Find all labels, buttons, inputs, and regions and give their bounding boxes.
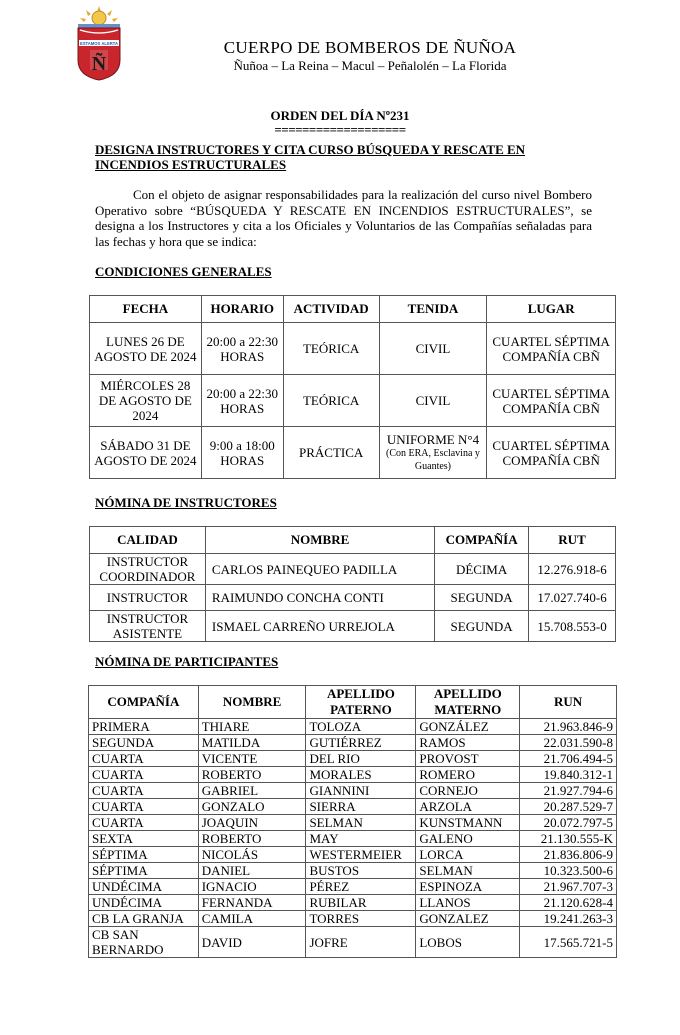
- date-cell: LUNES 26 DE AGOSTO DE 2024: [90, 323, 202, 375]
- place-cell: CUARTEL SÉPTIMA COMPAÑÍA CBÑ: [487, 323, 616, 375]
- rut-cell: 15.708.553-0: [529, 611, 616, 642]
- schedule-cell: 20:00 a 22:30 HORAS: [201, 375, 283, 427]
- paternal-surname-cell: DEL RIO: [306, 751, 416, 767]
- company-cell: CUARTA: [89, 799, 199, 815]
- title-separator: ===================: [274, 122, 406, 137]
- company-cell: PRIMERA: [89, 719, 199, 735]
- run-cell: 17.565.721-5: [520, 927, 617, 958]
- name-cell: ISMAEL CARREÑO URREJOLA: [205, 611, 434, 642]
- table-row: [89, 767, 617, 783]
- maternal-surname-cell: SELMAN: [416, 863, 520, 879]
- table-row: [90, 427, 616, 479]
- column-header: FECHA: [90, 296, 202, 323]
- activity-cell: TEÓRICA: [283, 375, 379, 427]
- maternal-surname-cell: ARZOLA: [416, 799, 520, 815]
- date-cell: SÁBADO 31 DE AGOSTO DE 2024: [90, 427, 202, 479]
- column-header: HORARIO: [201, 296, 283, 323]
- column-header: ACTIVIDAD: [283, 296, 379, 323]
- rut-cell: 12.276.918-6: [529, 554, 616, 585]
- run-cell: 20.287.529-7: [520, 799, 617, 815]
- column-header: RUT: [529, 527, 616, 554]
- participants-table: [88, 685, 617, 958]
- date-cell: MIÉRCOLES 28 DE AGOSTO DE 2024: [90, 375, 202, 427]
- maternal-surname-cell: GONZÁLEZ: [416, 719, 520, 735]
- company-cell: SÉPTIMA: [89, 863, 199, 879]
- participants-rows: [89, 719, 617, 958]
- run-cell: 21.706.494-5: [520, 751, 617, 767]
- company-cell: CB SAN BERNARDO: [89, 927, 199, 958]
- sun-rays-icon: [80, 6, 118, 25]
- run-cell: 21.120.628-4: [520, 895, 617, 911]
- company-cell: UNDÉCIMA: [89, 895, 199, 911]
- institution-communes: Ñuñoa – La Reina – Macul – Peñalolén – La Florida: [233, 58, 507, 73]
- paternal-surname-cell: TORRES: [306, 911, 416, 927]
- maternal-surname-cell: ROMERO: [416, 767, 520, 783]
- table-row: [89, 719, 617, 735]
- order-subject: DESIGNA INSTRUCTORES Y CITA CURSO BÚSQUEDA Y RESCATE EN INCENDIOS ESTRUCTURALES: [95, 142, 526, 172]
- name-cell: GABRIEL: [198, 783, 306, 799]
- column-header: COMPAÑÍA: [435, 527, 529, 554]
- svg-text:ESTAMOS ALERTA: ESTAMOS ALERTA: [79, 41, 119, 46]
- activity-cell: PRÁCTICA: [283, 427, 379, 479]
- paternal-surname-cell: MAY: [306, 831, 416, 847]
- attire-cell: [379, 375, 487, 427]
- paternal-surname-cell: SELMAN: [306, 815, 416, 831]
- table-row: [89, 895, 617, 911]
- run-cell: 21.130.555-K: [520, 831, 617, 847]
- maternal-surname-cell: KUNSTMANN: [416, 815, 520, 831]
- table-row: [90, 323, 616, 375]
- run-cell: 21.967.707-3: [520, 879, 617, 895]
- paternal-surname-cell: SIERRA: [306, 799, 416, 815]
- name-cell: THIARE: [198, 719, 306, 735]
- column-header: TENIDA: [379, 296, 487, 323]
- run-cell: 21.963.846-9: [520, 719, 617, 735]
- maternal-surname-cell: CORNEJO: [416, 783, 520, 799]
- column-header: COMPAÑÍA: [89, 686, 199, 719]
- activity-cell: TEÓRICA: [283, 323, 379, 375]
- paternal-surname-cell: BUSTOS: [306, 863, 416, 879]
- column-header: NOMBRE: [205, 527, 434, 554]
- conditions-table: [89, 295, 616, 479]
- instructors-table: [89, 526, 616, 642]
- column-header: APELLIDO MATERNO: [416, 686, 520, 719]
- column-header: NOMBRE: [198, 686, 306, 719]
- participants-heading: NÓMINA DE PARTICIPANTES: [95, 654, 279, 669]
- run-cell: 21.927.794-6: [520, 783, 617, 799]
- instructors-heading: NÓMINA DE INSTRUCTORES: [95, 495, 277, 510]
- role-cell: INSTRUCTOR COORDINADOR: [90, 554, 206, 585]
- name-cell: ROBERTO: [198, 767, 306, 783]
- company-cell: CUARTA: [89, 815, 199, 831]
- paternal-surname-cell: TOLOZA: [306, 719, 416, 735]
- schedule-cell: 20:00 a 22:30 HORAS: [201, 323, 283, 375]
- attire-note: (Con ERA, Esclavina y Guantes): [386, 448, 480, 472]
- column-header: LUGAR: [487, 296, 616, 323]
- table-row: [89, 831, 617, 847]
- maternal-surname-cell: ESPINOZA: [416, 879, 520, 895]
- rut-cell: 17.027.740-6: [529, 585, 616, 611]
- column-header: CALIDAD: [90, 527, 206, 554]
- table-row: [90, 375, 616, 427]
- column-header: RUN: [520, 686, 617, 719]
- table-header-row: [90, 296, 616, 323]
- place-cell: CUARTEL SÉPTIMA COMPAÑÍA CBÑ: [487, 427, 616, 479]
- company-cell: UNDÉCIMA: [89, 879, 199, 895]
- company-cell: SEGUNDA: [435, 611, 529, 642]
- maternal-surname-cell: GONZALEZ: [416, 911, 520, 927]
- maternal-surname-cell: GALENO: [416, 831, 520, 847]
- table-row: [89, 927, 617, 958]
- run-cell: 20.072.797-5: [520, 815, 617, 831]
- table-row: [90, 554, 616, 585]
- paternal-surname-cell: GUTIÉRREZ: [306, 735, 416, 751]
- paternal-surname-cell: GIANNINI: [306, 783, 416, 799]
- name-cell: DANIEL: [198, 863, 306, 879]
- column-header: APELLIDO PATERNO: [306, 686, 416, 719]
- role-cell: INSTRUCTOR ASISTENTE: [90, 611, 206, 642]
- maternal-surname-cell: LORCA: [416, 847, 520, 863]
- paternal-surname-cell: WESTERMEIER: [306, 847, 416, 863]
- run-cell: 19.241.263-3: [520, 911, 617, 927]
- attire-text: CIVIL: [415, 341, 451, 356]
- name-cell: RAIMUNDO CONCHA CONTI: [205, 585, 434, 611]
- table-header-row: [90, 527, 616, 554]
- table-row: [89, 879, 617, 895]
- maternal-surname-cell: LLANOS: [416, 895, 520, 911]
- table-row: [89, 735, 617, 751]
- run-cell: 21.836.806-9: [520, 847, 617, 863]
- name-cell: MATILDA: [198, 735, 306, 751]
- maternal-surname-cell: RAMOS: [416, 735, 520, 751]
- company-cell: SEGUNDA: [89, 735, 199, 751]
- maternal-surname-cell: LOBOS: [416, 927, 520, 958]
- company-cell: CUARTA: [89, 783, 199, 799]
- table-row: [89, 911, 617, 927]
- attire-text: CIVIL: [415, 393, 451, 408]
- name-cell: CAMILA: [198, 911, 306, 927]
- table-row: [89, 751, 617, 767]
- name-cell: IGNACIO: [198, 879, 306, 895]
- paternal-surname-cell: MORALES: [306, 767, 416, 783]
- company-cell: SEXTA: [89, 831, 199, 847]
- name-cell: JOAQUIN: [198, 815, 306, 831]
- name-cell: VICENTE: [198, 751, 306, 767]
- company-cell: DÉCIMA: [435, 554, 529, 585]
- company-cell: CUARTA: [89, 767, 199, 783]
- name-cell: FERNANDA: [198, 895, 306, 911]
- company-cell: SÉPTIMA: [89, 847, 199, 863]
- paternal-surname-cell: RUBILAR: [306, 895, 416, 911]
- name-cell: DAVID: [198, 927, 306, 958]
- run-cell: 19.840.312-1: [520, 767, 617, 783]
- name-cell: GONZALO: [198, 799, 306, 815]
- table-row: [90, 611, 616, 642]
- table-row: [90, 585, 616, 611]
- order-paragraph: Con el objeto de asignar responsabilidades para la realización del curso nivel Bombero Operativo sobre “BÚSQUEDA Y RESCATE EN INCENDIOS ESTRUCTURALES”, se designa a los Instructores y cita a los Oficiales y Voluntarios de las Compañías señaladas para las fechas y hora que se indica:: [95, 187, 592, 249]
- attire-text: UNIFORME N°4: [386, 432, 480, 447]
- table-row: [89, 863, 617, 879]
- institution-title: CUERPO DE BOMBEROS DE ÑUÑOA: [223, 38, 517, 57]
- role-cell: INSTRUCTOR: [90, 585, 206, 611]
- company-cell: CUARTA: [89, 751, 199, 767]
- run-cell: 22.031.590-8: [520, 735, 617, 751]
- svg-text:Ñ: Ñ: [91, 53, 107, 75]
- company-cell: CB LA GRANJA: [89, 911, 199, 927]
- conditions-heading: CONDICIONES GENERALES: [95, 264, 272, 279]
- maternal-surname-cell: PROVOST: [416, 751, 520, 767]
- name-cell: NICOLÁS: [198, 847, 306, 863]
- run-cell: 10.323.500-6: [520, 863, 617, 879]
- order-title: ORDEN DEL DÍA Nº231: [270, 108, 410, 123]
- table-row: [89, 847, 617, 863]
- table-header-row: [89, 686, 617, 719]
- attire-cell: [379, 323, 487, 375]
- paternal-surname-cell: PÉREZ: [306, 879, 416, 895]
- table-row: [89, 815, 617, 831]
- place-cell: CUARTEL SÉPTIMA COMPAÑÍA CBÑ: [487, 375, 616, 427]
- company-cell: SEGUNDA: [435, 585, 529, 611]
- table-row: [89, 783, 617, 799]
- name-cell: CARLOS PAINEQUEO PADILLA: [205, 554, 434, 585]
- attire-cell: [379, 427, 487, 479]
- paternal-surname-cell: JOFRE: [306, 927, 416, 958]
- name-cell: ROBERTO: [198, 831, 306, 847]
- schedule-cell: 9:00 a 18:00 HORAS: [201, 427, 283, 479]
- table-row: [89, 799, 617, 815]
